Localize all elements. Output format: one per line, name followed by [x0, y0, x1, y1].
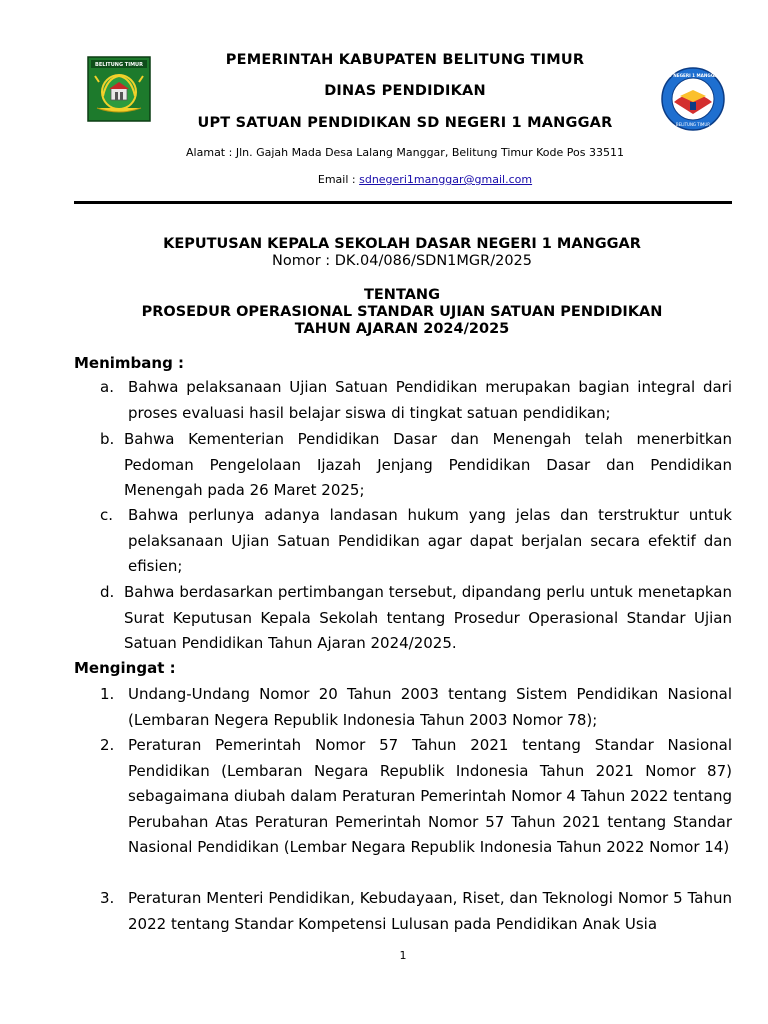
menimbang-item-b — [74, 427, 732, 504]
mengingat-item-1 — [74, 682, 732, 733]
item-text: Undang-Undang Nomor 20 Tahun 2003 tentang Sistem Pendidikan Nasional (Lembaran Negera Republik Indonesia Tahun 2003 Nomor 78); — [128, 685, 732, 729]
item-marker: a. — [100, 378, 114, 396]
item-marker: b. — [100, 430, 115, 448]
email-link[interactable]: sdnegeri1manggar@gmail.com — [359, 173, 533, 186]
decree-subject: PROSEDUR OPERASIONAL STANDAR UJIAN SATUAN PENDIDIKAN — [141, 304, 663, 320]
svg-text:BELITUNG TIMUR: BELITUNG TIMUR — [95, 62, 143, 68]
svg-text:SD NEGERI 1 MANGGAR: SD NEGERI 1 MANGGAR — [665, 73, 721, 78]
letterhead-school: UPT SATUAN PENDIDIKAN SD NEGERI 1 MANGGAR — [197, 115, 613, 131]
letterhead-government: PEMERINTAH KABUPATEN BELITUNG TIMUR — [225, 52, 585, 68]
decree-title: KEPUTUSAN KEPALA SEKOLAH DASAR NEGERI 1 MANGGAR — [163, 236, 641, 252]
item-text: Peraturan Pemerintah Nomor 57 Tahun 2021 tentang Standar Nasional Pendidikan (Lembaran Negara Republik Indonesia Tahun 2021 Nomor 87) sebagaimana diubah dalam Peraturan Pemerintah Nomor 4 Tahun 2022 tentang Perubahan Atas Peraturan Pemerintah Nomor 57 Tahun 2021 tentang Standar Nasional Pendidikan (Lembar Negara Republik Indonesia Tahun 2022 Nomor 14) — [128, 736, 732, 857]
decree-number: Nomor : DK.04/086/SDN1MGR/2025 — [271, 253, 532, 269]
mengingat-item-2 — [74, 733, 732, 861]
item-marker: 2. — [100, 736, 115, 754]
item-text: Bahwa berdasarkan pertimbangan tersebut, dipandang perlu untuk menetapkan Surat Keputusan Kepala Sekolah tentang Prosedur Operasional Standar Ujian Satuan Pendidikan Tahun Ajaran 2024/2025. — [124, 583, 732, 653]
email-label: Email : — [317, 173, 360, 186]
menimbang-item-c — [74, 503, 732, 580]
item-text: Bahwa pelaksanaan Ujian Satuan Pendidikan merupakan bagian integral dari proses evaluasi hasil belajar siswa di tingkat satuan pendidikan; — [128, 378, 732, 422]
letterhead-divider — [74, 201, 732, 204]
mengingat-heading: Mengingat : — [74, 659, 176, 677]
item-text: Peraturan Menteri Pendidikan, Kebudayaan, Riset, dan Teknologi Nomor 5 Tahun 2022 tentang Standar Kompetensi Lulusan pada Pendidikan Anak Usia — [128, 889, 732, 933]
letterhead-email-line — [0, 173, 768, 186]
mengingat-item-3 — [74, 886, 732, 937]
item-marker: 1. — [100, 685, 115, 703]
letterhead-address: Alamat : Jln. Gajah Mada Desa Lalang Manggar, Belitung Timur Kode Pos 33511 — [186, 146, 624, 159]
item-text: Bahwa Kementerian Pendidikan Dasar dan Menengah telah menerbitkan Pedoman Pengelolaan Ijazah Jenjang Pendidikan Dasar dan Pendidikan Menengah pada 26 Maret 2025; — [124, 430, 732, 500]
menimbang-item-d — [74, 580, 732, 657]
decree-about: TENTANG — [364, 287, 440, 303]
letterhead-department: DINAS PENDIDIKAN — [324, 83, 486, 99]
svg-text:BELITUNG TIMUR: BELITUNG TIMUR — [675, 122, 711, 127]
menimbang-heading: Menimbang : — [74, 354, 185, 372]
item-marker: 3. — [100, 889, 115, 907]
menimbang-item-a — [74, 375, 732, 426]
item-marker: c. — [100, 506, 114, 524]
item-text: Bahwa perlunya adanya landasan hukum yang jelas dan terstruktur untuk pelaksanaan Ujian Satuan Pendidikan agar dapat berjalan secara efektif dan efisien; — [128, 506, 732, 576]
page-number: 1 — [399, 949, 407, 962]
decree-year: TAHUN AJARAN 2024/2025 — [294, 321, 510, 337]
item-marker: d. — [100, 583, 115, 601]
